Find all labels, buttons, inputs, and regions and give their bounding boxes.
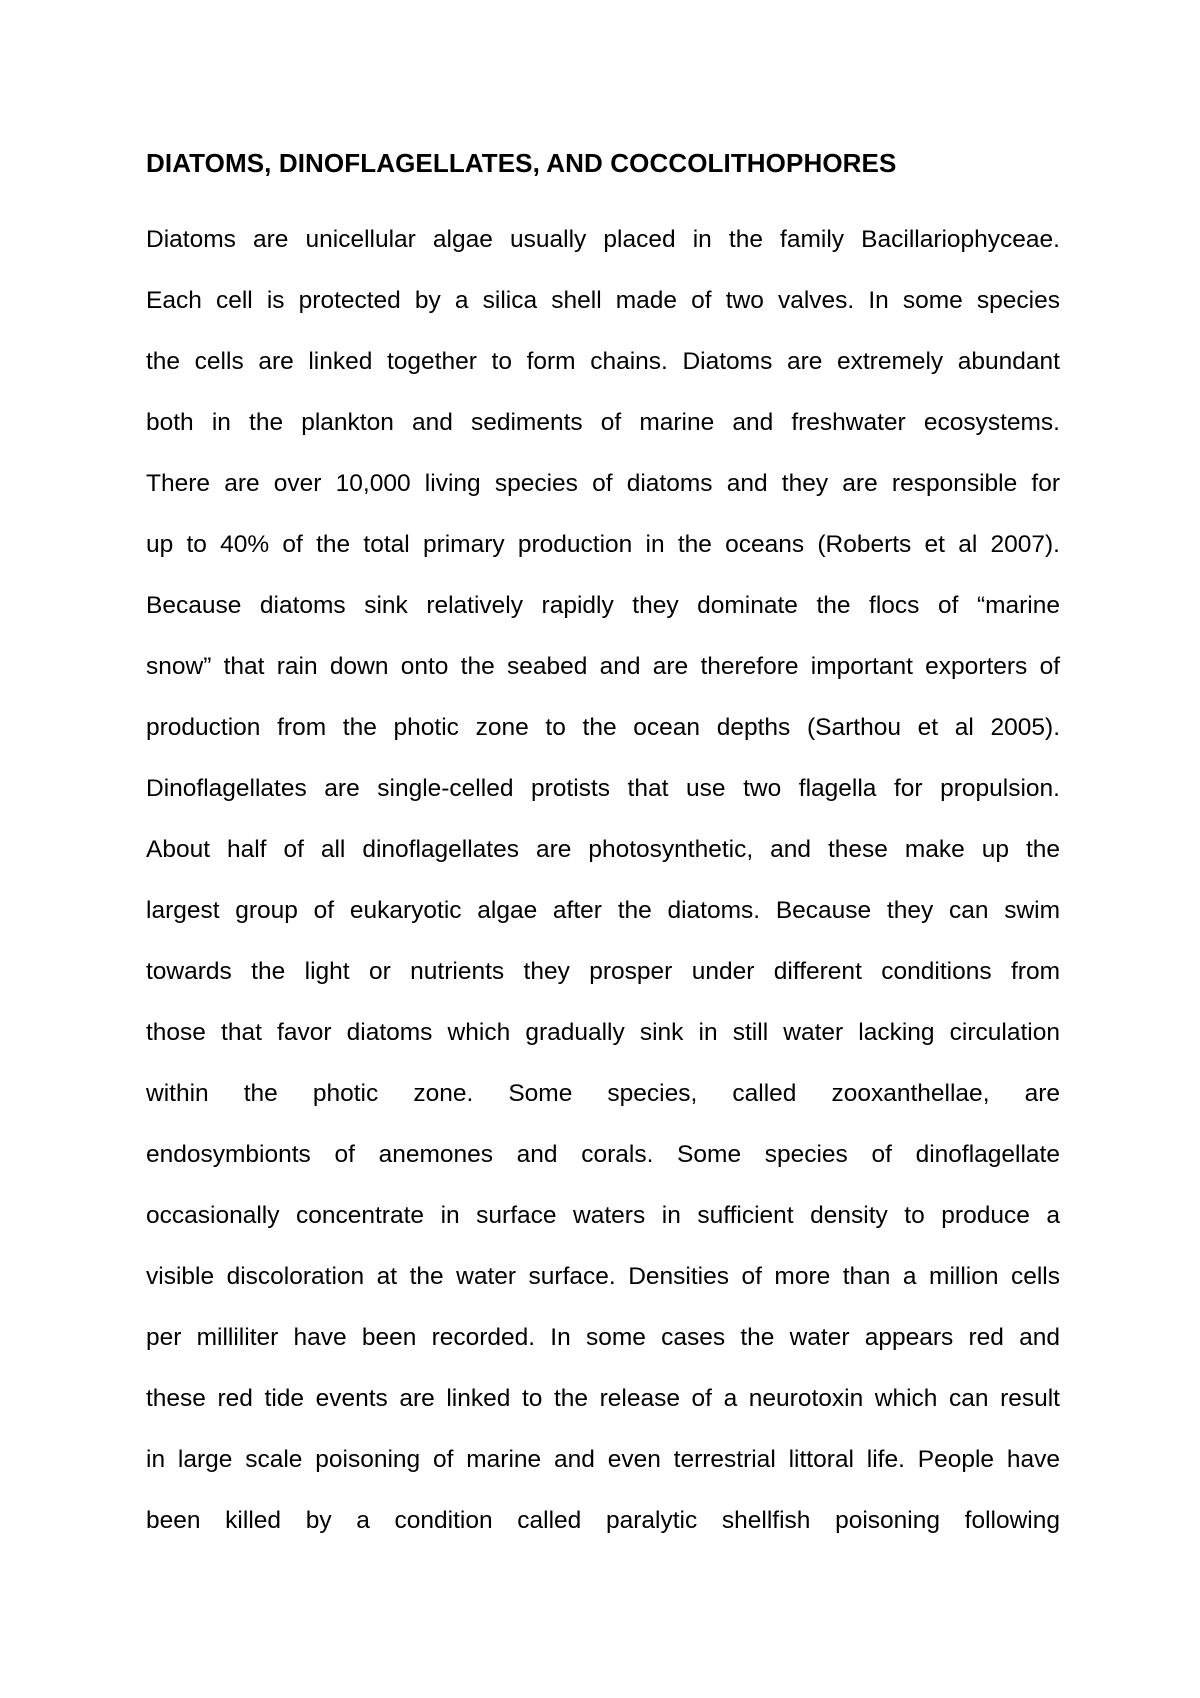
text-line: these red tide events are linked to the release of a neurotoxin which can result (146, 1385, 1060, 1412)
text-line: endosymbionts of anemones and corals. Some species of dinoflagellate (146, 1141, 1060, 1168)
text-line: up to 40% of the total primary production in the oceans (Roberts et al 2007). (146, 531, 1060, 558)
text-line: largest group of eukaryotic algae after the diatoms. Because they can swim (146, 897, 1060, 924)
text-line: About half of all dinoflagellates are photosynthetic, and these make up the (146, 836, 1060, 863)
text-line: towards the light or nutrients they prosper under different conditions from (146, 958, 1060, 985)
text-line: occasionally concentrate in surface waters in sufficient density to produce a (146, 1202, 1060, 1229)
text-line: both in the plankton and sediments of marine and freshwater ecosystems. (146, 409, 1060, 436)
text-line: those that favor diatoms which gradually sink in still water lacking circulation (146, 1019, 1060, 1046)
text-line: within the photic zone. Some species, called zooxanthellae, are (146, 1080, 1060, 1107)
text-line: Because diatoms sink relatively rapidly they dominate the flocs of “marine (146, 592, 1060, 619)
text-line: snow” that rain down onto the seabed and are therefore important exporters of (146, 653, 1060, 680)
text-line: Dinoflagellates are single-celled protists that use two flagella for propulsion. (146, 775, 1060, 802)
document-heading: DIATOMS, DINOFLAGELLATES, AND COCCOLITHOPHORES (146, 148, 897, 178)
text-line: the cells are linked together to form chains. Diatoms are extremely abundant (146, 348, 1060, 375)
text-line: production from the photic zone to the ocean depths (Sarthou et al 2005). (146, 714, 1060, 741)
text-line: visible discoloration at the water surface. Densities of more than a million cells (146, 1263, 1060, 1290)
text-line: Diatoms are unicellular algae usually placed in the family Bacillariophyceae. (146, 226, 1060, 253)
body-text (146, 224, 1060, 1566)
text-line: Each cell is protected by a silica shell made of two valves. In some species (146, 287, 1060, 314)
text-line: been killed by a condition called paralytic shellfish poisoning following (146, 1507, 1060, 1534)
text-line: in large scale poisoning of marine and even terrestrial littoral life. People have (146, 1446, 1060, 1473)
text-line: There are over 10,000 living species of diatoms and they are responsible for (146, 470, 1060, 497)
text-line: per milliliter have been recorded. In some cases the water appears red and (146, 1324, 1060, 1351)
